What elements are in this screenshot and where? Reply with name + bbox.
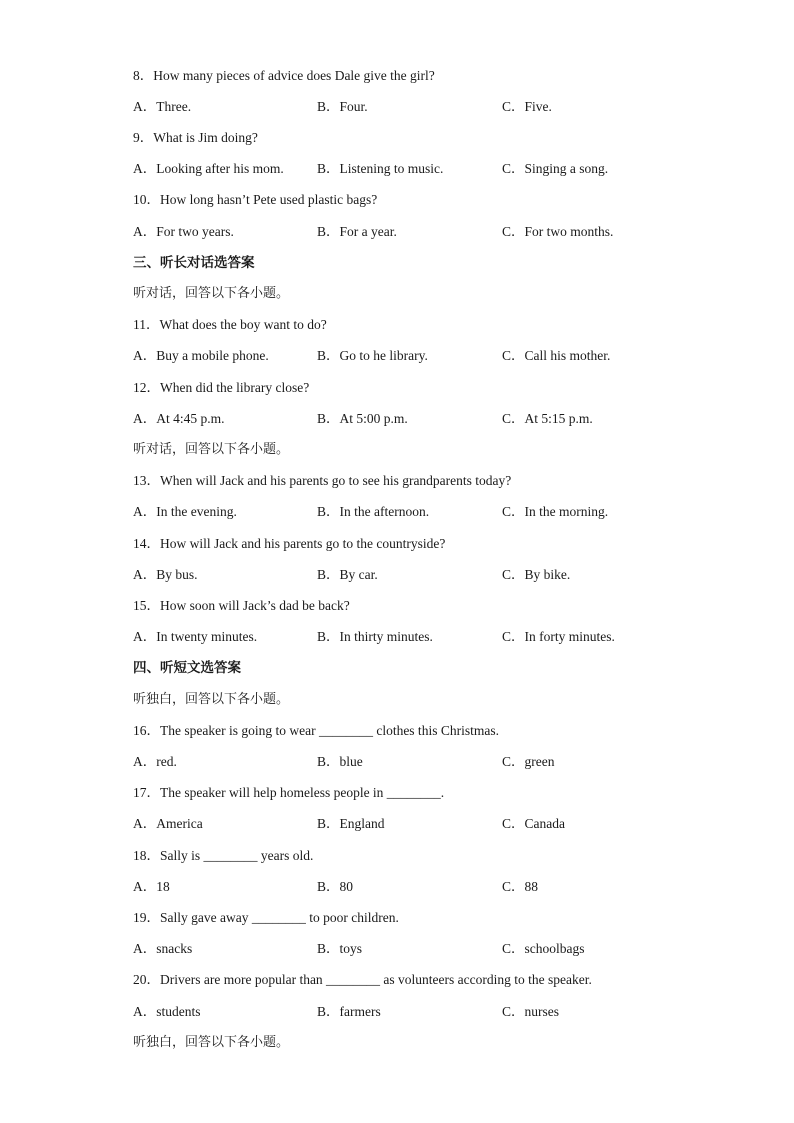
- option-b[interactable]: B．Four.: [317, 99, 368, 114]
- option-c[interactable]: C．Canada: [502, 816, 565, 831]
- option-b[interactable]: B．toys: [317, 941, 363, 956]
- option-b[interactable]: B．In thirty minutes.: [317, 629, 433, 644]
- question-15: 15．How soon will Jack’s dad be back?: [133, 598, 350, 613]
- option-b[interactable]: B．At 5:00 p.m.: [317, 411, 408, 426]
- option-c[interactable]: C．Singing a song.: [502, 161, 609, 176]
- section-intro: 听对话，回答以下各小题。: [133, 286, 290, 301]
- question-20: 20．Drivers are more popular than ________ as volunteers according to the speaker.: [133, 972, 592, 987]
- option-b[interactable]: B．farmers: [317, 1004, 381, 1019]
- question-18: 18．Sally is ________ years old.: [133, 848, 314, 863]
- option-b[interactable]: B．80: [317, 879, 354, 894]
- option-b[interactable]: B．Listening to music.: [317, 161, 444, 176]
- option-a[interactable]: A．students: [133, 1004, 201, 1019]
- option-b[interactable]: B．In the afternoon.: [317, 504, 430, 519]
- question-8: 8．How many pieces of advice does Dale give the girl?: [133, 68, 435, 83]
- option-a[interactable]: A．America: [133, 816, 203, 831]
- option-b[interactable]: B．Go to he library.: [317, 348, 428, 363]
- option-b[interactable]: B．By car.: [317, 567, 378, 582]
- question-19: 19．Sally gave away ________ to poor children.: [133, 910, 399, 925]
- section-intro: 听对话，回答以下各小题。: [133, 442, 290, 457]
- option-c[interactable]: C．In the morning.: [502, 504, 609, 519]
- question-13: 13．When will Jack and his parents go to see his grandparents today?: [133, 473, 512, 488]
- option-b[interactable]: B．blue: [317, 754, 363, 769]
- option-c[interactable]: C．By bike.: [502, 567, 571, 582]
- option-a[interactable]: A．Looking after his mom.: [133, 161, 284, 176]
- option-c[interactable]: C．In forty minutes.: [502, 629, 615, 644]
- option-a[interactable]: A．For two years.: [133, 224, 234, 239]
- question-11: 11．What does the boy want to do?: [133, 317, 327, 332]
- section-heading-3: 三、听长对话选答案: [133, 255, 255, 271]
- section-intro: 听独白，回答以下各小题。: [133, 692, 290, 707]
- section-heading-4: 四、听短文选答案: [133, 660, 241, 676]
- option-a[interactable]: A．red.: [133, 754, 177, 769]
- option-c[interactable]: C．Call his mother.: [502, 348, 611, 363]
- question-16: 16．The speaker is going to wear ________ clothes this Christmas.: [133, 723, 499, 738]
- section-intro: 听独白，回答以下各小题。: [133, 1035, 290, 1050]
- question-12: 12．When did the library close?: [133, 380, 310, 395]
- option-c[interactable]: C．Five.: [502, 99, 552, 114]
- option-a[interactable]: A．Buy a mobile phone.: [133, 348, 269, 363]
- question-14: 14．How will Jack and his parents go to the countryside?: [133, 536, 446, 551]
- option-a[interactable]: A．Three.: [133, 99, 192, 114]
- question-9: 9．What is Jim doing?: [133, 130, 258, 145]
- option-c[interactable]: C．88: [502, 879, 539, 894]
- option-a[interactable]: A．By bus.: [133, 567, 198, 582]
- option-a[interactable]: A．At 4:45 p.m.: [133, 411, 225, 426]
- option-b[interactable]: B．England: [317, 816, 385, 831]
- option-c[interactable]: C．green: [502, 754, 555, 769]
- option-a[interactable]: A．In the evening.: [133, 504, 237, 519]
- option-c[interactable]: C．For two months.: [502, 224, 614, 239]
- option-c[interactable]: C．nurses: [502, 1004, 559, 1019]
- question-10: 10．How long hasn’t Pete used plastic bags?: [133, 192, 378, 207]
- option-a[interactable]: A．18: [133, 879, 170, 894]
- option-a[interactable]: A．snacks: [133, 941, 193, 956]
- option-b[interactable]: B．For a year.: [317, 224, 397, 239]
- option-a[interactable]: A．In twenty minutes.: [133, 629, 258, 644]
- option-c[interactable]: C．schoolbags: [502, 941, 585, 956]
- option-c[interactable]: C．At 5:15 p.m.: [502, 411, 593, 426]
- question-17: 17．The speaker will help homeless people in ________.: [133, 785, 445, 800]
